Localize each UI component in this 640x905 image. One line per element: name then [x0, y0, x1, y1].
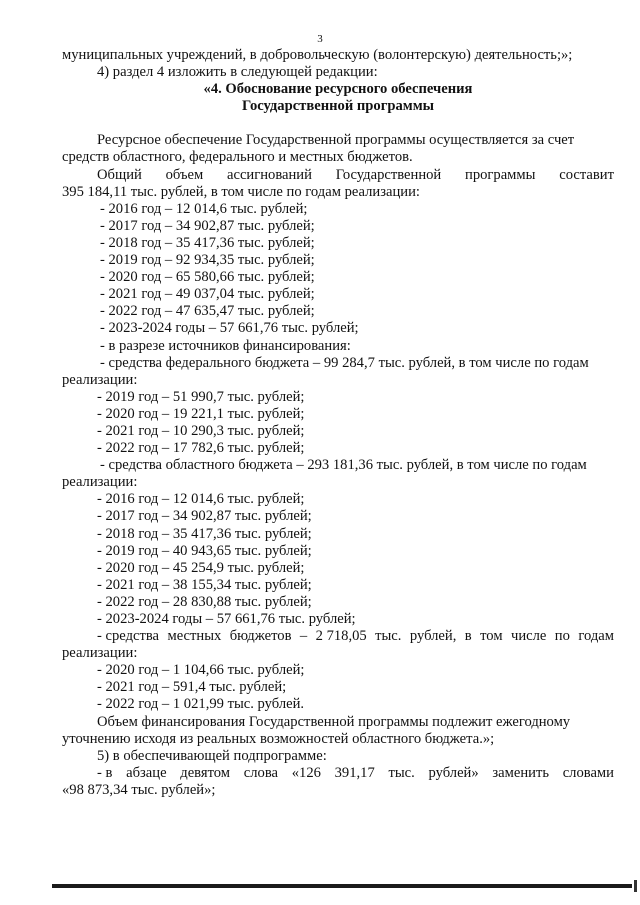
text-line: - 2018 год – 35 417,36 тыс. рублей; — [97, 525, 312, 542]
text-line: - 2019 год – 40 943,65 тыс. рублей; — [97, 542, 312, 559]
text-line — [62, 628, 614, 645]
text-line: муниципальных учреждений, в добровольческую (волонтерскую) деятельность;»; — [62, 47, 573, 63]
word: тыс. — [388, 764, 415, 781]
text-line: уточнению исходя из реальных возможностей областного бюджета.»; — [62, 730, 495, 747]
text-line: - 2022 год – 1 021,99 тыс. рублей. — [97, 696, 305, 713]
word: Государственной — [335, 166, 442, 183]
text-line: - 2021 год – 591,4 тыс. рублей; — [97, 679, 287, 696]
word: - средства — [97, 628, 160, 645]
text-line: - средства федерального бюджета – 99 284,7 тыс. рублей, в том числе по годам — [100, 354, 589, 371]
text-line: - 2018 год – 35 417,36 тыс. рублей; — [100, 234, 315, 251]
text-line: - 2020 год – 1 104,66 тыс. рублей; — [97, 662, 305, 679]
text-line: - 2020 год – 65 580,66 тыс. рублей; — [100, 269, 315, 286]
text-line: реализации: — [62, 371, 138, 388]
section-heading-line: Государственной программы — [241, 98, 435, 115]
text-line: реализации: — [62, 645, 138, 662]
text-line: - 2020 год – 45 254,9 тыс. рублей; — [97, 559, 305, 576]
text-line: - 2022 год – 47 635,47 тыс. рублей; — [100, 303, 315, 320]
word: ассигнований — [226, 166, 312, 183]
paragraph-gap — [62, 115, 614, 132]
word: в — [464, 628, 472, 645]
text-line: - 2021 год – 38 155,34 тыс. рублей; — [97, 576, 312, 593]
word: программы — [465, 166, 536, 183]
word: рублей, — [409, 628, 457, 645]
word: - в — [97, 764, 113, 781]
word: бюджетов — [229, 628, 292, 645]
text-line: - в разрезе источников финансирования: — [100, 337, 351, 354]
document-body — [62, 47, 614, 799]
word: заменить — [492, 764, 549, 781]
text-line: - 2021 год – 10 290,3 тыс. рублей; — [97, 422, 305, 439]
word: по — [554, 628, 570, 645]
text-line: - средства областного бюджета – 293 181,36 тыс. рублей, в том числе по годам — [100, 457, 587, 474]
word: девятом — [180, 764, 231, 781]
text-line: - 2022 год – 28 830,88 тыс. рублей; — [97, 593, 312, 610]
text-line: средств областного, федерального и местных бюджетов. — [62, 149, 413, 166]
text-line: - 2016 год – 12 014,6 тыс. рублей; — [97, 491, 305, 508]
word: 391,17 — [334, 764, 375, 781]
text-line: - 2022 год – 17 782,6 тыс. рублей; — [97, 440, 305, 457]
text-line: - 2020 год – 19 221,1 тыс. рублей; — [97, 405, 305, 422]
text-line: 395 184,11 тыс. рублей, в том числе по годам реализации: — [62, 183, 420, 200]
word: составит — [559, 166, 614, 183]
word: 2 718,05 — [315, 628, 367, 645]
text-line — [62, 167, 614, 184]
section-heading-line: «4. Обоснование ресурсного обеспечения — [203, 81, 473, 98]
text-line: - 2021 год – 49 037,04 тыс. рублей; — [100, 286, 315, 303]
word: словами — [562, 764, 614, 781]
text-line: Ресурсное обеспечение Государственной программы осуществляется за счет — [97, 132, 575, 149]
text-line: 4) раздел 4 изложить в следующей редакции: — [97, 64, 378, 81]
word: – — [299, 628, 308, 645]
text-line: «98 873,34 тыс. рублей»; — [62, 781, 216, 798]
word: числе — [510, 628, 547, 645]
text-line: - 2023-2024 годы – 57 661,76 тыс. рублей; — [97, 611, 356, 627]
text-line: 5) в обеспечивающей подпрограмме: — [97, 747, 327, 764]
text-line: - 2017 год – 34 902,87 тыс. рублей; — [97, 508, 312, 525]
scan-edge-mark — [634, 880, 637, 892]
word: «126 — [291, 764, 321, 781]
scan-edge-line — [52, 884, 632, 888]
text-line: - 2023-2024 годы – 57 661,76 тыс. рублей; — [100, 320, 359, 337]
page-number: 3 — [317, 33, 323, 45]
word: слова — [243, 764, 278, 781]
text-line: - 2016 год – 12 014,6 тыс. рублей; — [100, 200, 308, 217]
word: рублей» — [428, 764, 479, 781]
word: объем — [165, 166, 204, 183]
word: абзаце — [126, 764, 167, 781]
text-line: - 2019 год – 51 990,7 тыс. рублей; — [97, 388, 305, 405]
word: тыс. — [375, 628, 402, 645]
word: годам — [578, 628, 614, 645]
text-line: - 2019 год – 92 934,35 тыс. рублей; — [100, 252, 315, 269]
word: местных — [167, 628, 222, 645]
text-line: реализации: — [62, 474, 138, 491]
text-line: Объем финансирования Государственной программы подлежит ежегодному — [97, 713, 571, 730]
word: том — [480, 628, 503, 645]
word: Общий — [97, 166, 142, 183]
text-line: - 2017 год – 34 902,87 тыс. рублей; — [100, 217, 315, 234]
text-line — [62, 765, 614, 782]
